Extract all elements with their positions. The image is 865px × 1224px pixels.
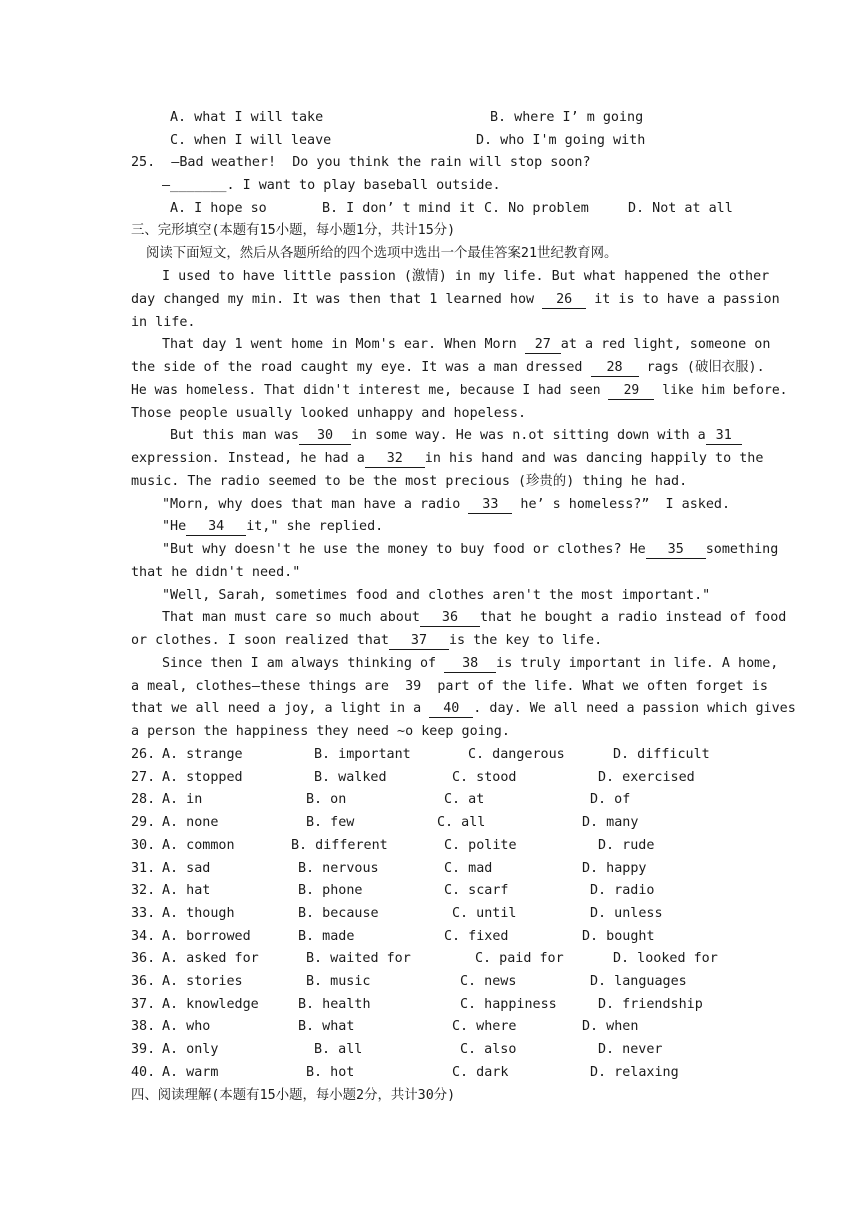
passage-line: day changed my min. It was then that 1 learned how 26 it is to have a passion: [131, 292, 780, 307]
cloze-option-b: B. walked: [314, 769, 387, 785]
blank-30: 30: [299, 428, 351, 445]
cloze-option-c: C. scarf: [444, 883, 509, 899]
passage-line: music. The radio seemed to be the most precious (珍贵的) thing he had.: [131, 474, 688, 489]
cloze-option-b: B. waited for: [306, 951, 411, 967]
cloze-option-c: C. stood: [452, 769, 517, 785]
blank-32: 32: [365, 451, 425, 468]
cloze-option-d: D. when: [582, 1019, 639, 1035]
cloze-question-number: 36.: [131, 974, 156, 989]
cloze-option-d: D. never: [598, 1042, 663, 1058]
cloze-option-c: C. where: [452, 1019, 517, 1035]
passage-line: That day 1 went home in Mom's ear. When Morn 27 at a red light, someone on: [162, 337, 771, 352]
cloze-option-d: D. rude: [598, 837, 655, 853]
cloze-option-d: D. radio: [590, 883, 655, 899]
cloze-option-c: C. at: [444, 792, 485, 808]
cloze-option-a: A. though: [162, 905, 235, 921]
cloze-option-b: B. health: [298, 996, 371, 1012]
cloze-option-b: B. on: [306, 792, 347, 808]
cloze-option-a: A. strange: [162, 747, 243, 762]
passage-line: He was homeless. That didn't interest me, because I had seen 29 like him before.: [131, 383, 788, 398]
cloze-option-a: A. stopped: [162, 769, 243, 785]
q25-option-b: B. I don’ t mind it: [322, 201, 476, 216]
cloze-option-d: D. difficult: [613, 747, 710, 762]
cloze-option-d: D. looked for: [613, 951, 718, 967]
q25-option-d: D. Not at all: [628, 201, 733, 216]
cloze-option-b: B. important: [314, 747, 411, 762]
cloze-option-d: D. languages: [590, 974, 687, 989]
q25-option-c: C. No problem: [484, 201, 589, 216]
passage-line: That man must care so much about 36 that he bought a radio instead of food: [162, 610, 787, 625]
blank-26: 26: [542, 292, 586, 309]
cloze-question-number: 34.: [131, 928, 156, 944]
passage-line: "But why doesn't he use the money to buy food or clothes? He 35 something: [162, 542, 779, 557]
q24-option-b: B. where I’ m going: [490, 110, 644, 125]
passage-line: I used to have little passion (激情) in my life. But what happened the other: [162, 269, 770, 284]
blank-37: 37: [389, 633, 449, 650]
blank-40: 40: [429, 701, 473, 718]
cloze-option-c: C. all: [437, 815, 486, 831]
blank-28: 28: [591, 360, 639, 377]
cloze-option-d: D. friendship: [598, 996, 703, 1012]
cloze-option-c: C. happiness: [460, 996, 557, 1012]
passage-line: or clothes. I soon realized that 37 is the key to life.: [131, 633, 603, 648]
cloze-option-a: A. knowledge: [162, 996, 259, 1012]
q24-option-c: C. when I will leave: [170, 133, 332, 148]
cloze-option-a: A. none: [162, 815, 219, 831]
cloze-option-c: C. paid for: [475, 951, 564, 967]
cloze-option-c: C. also: [460, 1042, 517, 1058]
cloze-option-b: B. what: [298, 1019, 355, 1035]
cloze-option-a: A. borrowed: [162, 928, 251, 944]
cloze-question-number: 27.: [131, 769, 156, 785]
cloze-option-a: A. warm: [162, 1064, 219, 1080]
cloze-option-d: D. many: [582, 815, 639, 831]
cloze-option-d: D. happy: [582, 860, 647, 876]
blank-29: 29: [608, 383, 654, 400]
cloze-option-d: D. unless: [590, 905, 663, 921]
cloze-option-c: C. news: [460, 974, 517, 989]
blank-33: 33: [468, 497, 512, 514]
cloze-question-number: 37.: [131, 996, 156, 1012]
passage-line: that we all need a joy, a light in a 40 . day. We all need a passion which gives: [131, 701, 796, 716]
cloze-option-c: C. until: [452, 905, 517, 921]
cloze-option-b: B. nervous: [298, 860, 379, 876]
passage-line: the side of the road caught my eye. It was a man dressed 28 rags (破旧衣服).: [131, 360, 765, 375]
passage-line: expression. Instead, he had a 32 in his hand and was dancing happily to the: [131, 451, 764, 466]
blank-36: 36: [420, 610, 480, 627]
cloze-option-b: B. different: [291, 837, 388, 853]
q25-stem: 25. —Bad weather! Do you think the rain will stop soon?: [131, 155, 591, 170]
cloze-option-d: D. bought: [582, 928, 655, 944]
q24-option-a: A. what I will take: [170, 110, 324, 125]
q25-response: —_______. I want to play baseball outside.: [162, 178, 501, 193]
cloze-question-number: 31.: [131, 860, 156, 876]
cloze-option-c: C. dark: [452, 1064, 509, 1080]
passage-line: a meal, clothes—these things are 39 part of the life. What we often forget is: [131, 679, 768, 694]
cloze-question-number: 40.: [131, 1064, 156, 1080]
cloze-option-c: C. dangerous: [468, 747, 565, 762]
cloze-option-a: A. asked for: [162, 951, 259, 967]
passage-line: "Well, Sarah, sometimes food and clothes aren't the most important.": [162, 588, 711, 603]
blank-31: 31: [706, 428, 742, 445]
section3-instruction: 阅读下面短文，然后从各题所给的四个选项中选出一个最佳答案21世纪教育网。: [146, 246, 618, 261]
passage-line: But this man was 30 in some way. He was n.ot sitting down with a 31: [170, 427, 742, 445]
cloze-option-a: A. in: [162, 792, 203, 808]
cloze-question-number: 38.: [131, 1019, 156, 1035]
cloze-question-number: 32.: [131, 883, 156, 899]
cloze-option-b: B. made: [298, 928, 355, 944]
cloze-question-number: 39.: [131, 1042, 156, 1058]
blank-27: 27: [525, 337, 561, 354]
cloze-option-b: B. because: [298, 905, 379, 921]
q25-option-a: A. I hope so: [170, 201, 267, 216]
passage-line: Those people usually looked unhappy and hopeless.: [131, 406, 527, 421]
cloze-option-b: B. all: [314, 1042, 363, 1058]
cloze-option-d: D. relaxing: [590, 1064, 679, 1080]
cloze-question-number: 30.: [131, 837, 156, 853]
passage-line: a person the happiness they need ~o keep going.: [131, 724, 510, 739]
section4-heading: 四、阅读理解(本题有15小题，每小题2分，共计30分): [131, 1088, 456, 1103]
cloze-question-number: 33.: [131, 905, 156, 921]
cloze-option-c: C. fixed: [444, 928, 509, 944]
passage-line: Since then I am always thinking of 38 is truly important in life. A home,: [162, 656, 779, 671]
cloze-option-d: D. of: [590, 792, 631, 808]
cloze-option-b: B. music: [306, 974, 371, 989]
cloze-option-c: C. mad: [444, 860, 493, 876]
cloze-option-c: C. polite: [444, 837, 517, 853]
section3-heading: 三、完形填空(本题有15小题，每小题1分，共计15分): [131, 223, 456, 238]
cloze-question-number: 28.: [131, 792, 156, 808]
cloze-option-a: A. who: [162, 1019, 211, 1035]
cloze-option-b: B. few: [306, 815, 355, 831]
cloze-option-a: A. sad: [162, 860, 211, 876]
blank-34: 34: [186, 519, 246, 536]
cloze-option-a: A. common: [162, 837, 235, 853]
cloze-option-d: D. exercised: [598, 769, 695, 785]
blank-35: 35: [646, 542, 706, 559]
cloze-option-a: A. stories: [162, 974, 243, 989]
cloze-option-a: A. only: [162, 1042, 219, 1058]
cloze-option-b: B. phone: [298, 883, 363, 899]
passage-line: that he didn't need.": [131, 565, 301, 580]
cloze-question-number: 26.: [131, 747, 156, 762]
passage-line: "He 34 it," she replied.: [162, 519, 384, 534]
cloze-option-a: A. hat: [162, 883, 211, 899]
passage-line: in life.: [131, 315, 196, 330]
blank-38: 38: [444, 656, 496, 673]
q24-option-d: D. who I'm going with: [476, 133, 646, 148]
cloze-question-number: 36.: [131, 951, 156, 967]
passage-line: "Morn, why does that man have a radio 33 he’ s homeless?” I asked.: [162, 497, 731, 512]
cloze-question-number: 29.: [131, 815, 156, 831]
cloze-option-b: B. hot: [306, 1064, 355, 1080]
